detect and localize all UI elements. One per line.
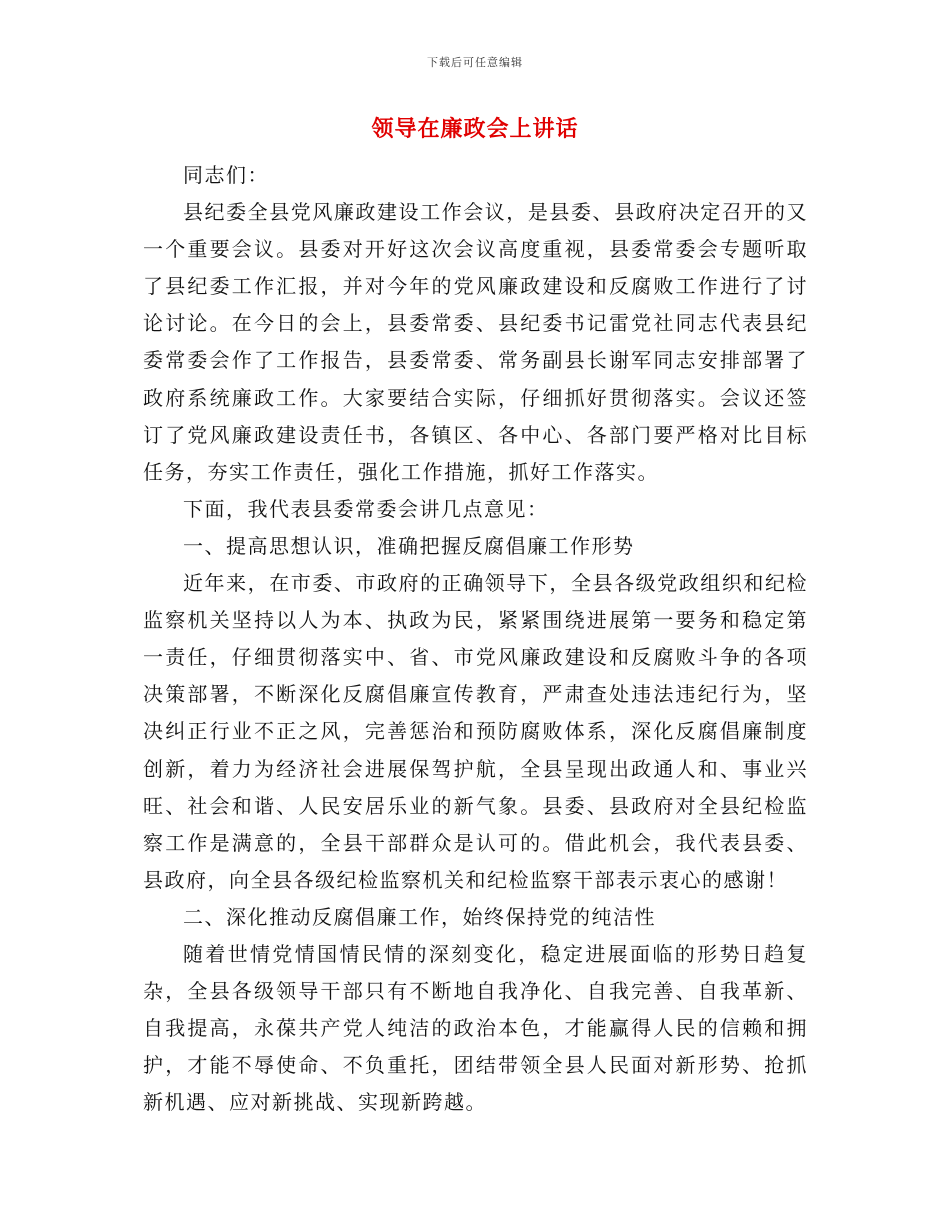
salutation: 同志们： — [183, 163, 269, 187]
document-title: 领导在廉政会上讲话 — [371, 116, 579, 142]
paragraph: 近年来，在市委、市政府的正确领导下，全县各级党政组织和纪检监察机关坚持以人为本、执政为民，紧紧围绕进展第一要务和稳定第一责任，仔细贯彻落实中、省、市党风廉政建设和反腐败斗争的各项决策部署，不断深化反腐倡廉宣传教育，严肃查处违法违纪行为，坚决纠正行业不正之风，完善惩治和预防腐败体系，深化反腐倡廉制度创新，着力为经济社会进展保驾护航，全县呈现出政通人和、事业兴旺、社会和谐、人民安居乐业的新气象。县委、县政府对全县纪检监察工作是满意的，全县干部群众是认可的。借此机会，我代表县委、县政府，向全县各级纪检监察机关和纪检监察干部表示衷心的感谢！ — [143, 571, 808, 892]
paragraph: 随着世情党情国情民情的深刻变化，稳定进展面临的形势日趋复杂，全县各级领导干部只有不断地自我净化、自我完善、自我革新、自我提高，永葆共产党人纯洁的政治本色，才能赢得人民的信赖和拥护，才能不辱使命、不负重托，团结带领全县人民面对新形势、抢抓新机遇、应对新挑战、实现新跨越。 — [143, 941, 808, 1115]
section-heading: 二、深化推动反腐倡廉工作，始终保持党的纯洁性 — [183, 904, 656, 929]
paragraph: 下面，我代表县委常委会讲几点意见： — [183, 496, 549, 521]
document-body — [143, 157, 808, 1121]
paragraph: 县纪委全县党风廉政建设工作会议，是县委、县政府决定召开的又一个重要会议。县委对开好这次会议高度重视，县委常委会专题听取了县纪委工作汇报，并对今年的党风廉政建设和反腐败工作进行了讨论讨论。在今日的会上，县委常委、县纪委书记雷党社同志代表县纪委常委会作了工作报告，县委常委、常务副县长谢军同志安排部署了政府系统廉政工作。大家要结合实际，仔细抓好贯彻落实。会议还签订了党风廉政建设责任书，各镇区、各中心、各部门要严格对比目标任务，夯实工作责任，强化工作措施，抓好工作落实。 — [143, 200, 808, 484]
header-note: 下载后可任意编辑 — [427, 56, 523, 69]
section-heading: 一、提高思想认识，准确把握反腐倡廉工作形势 — [183, 533, 635, 558]
